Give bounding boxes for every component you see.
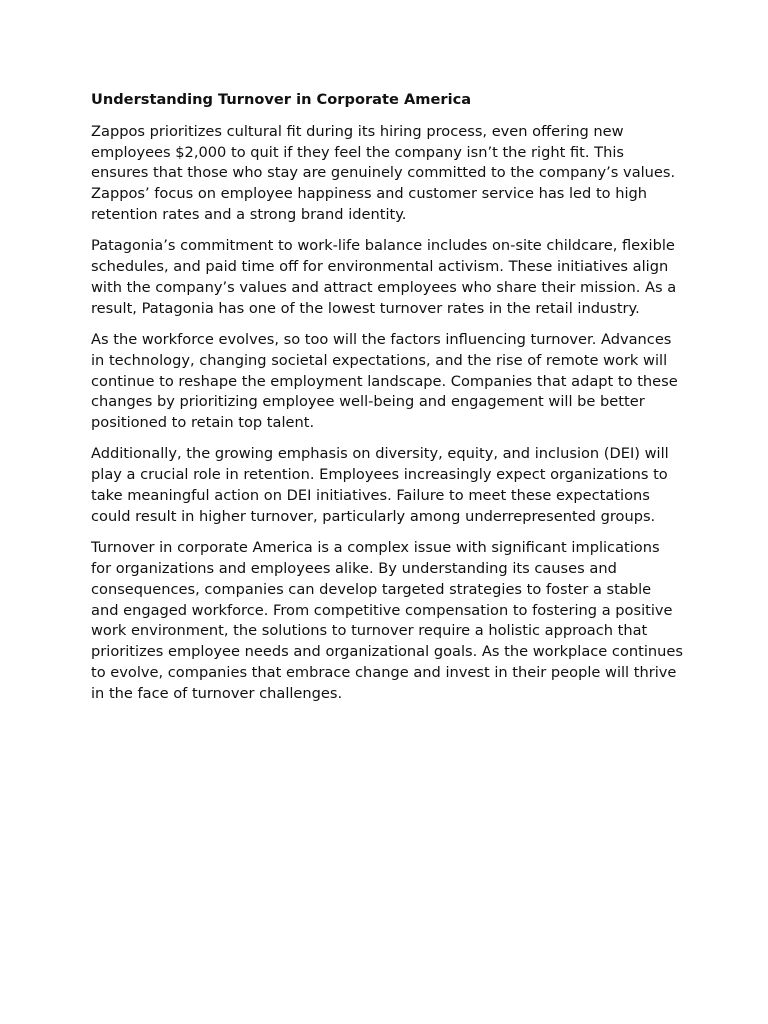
paragraph-patagonia: Patagonia’s commitment to work-life balance includes on-site childcare, flexible schedules, and paid time off for environmental activism. These initiatives align with the company’s values and attract employees who share their mission. As a result, Patagonia has one of the lowest turnover rates in the retail industry. <box>91 237 677 317</box>
paragraph-conclusion: Turnover in corporate America is a complex issue with significant implications for organizations and employees alike. By understanding its causes and consequences, companies can develop targeted strategies to foster a stable and engaged workforce. From competitive compensation to fostering a positive work environment, the solutions to turnover require a holistic approach that prioritizes employee needs and organizational goals. As the workplace continues to evolve, companies that embrace change and invest in their people will thrive in the face of turnover challenges. <box>91 539 683 702</box>
paragraph-zappos: Zappos prioritizes cultural fit during its hiring process, even offering new employees $2,000 to quit if they feel the company isn’t the right fit. This ensures that those who stay are genuinely committed to the company’s values. Zappos’ focus on employee happiness and customer service has led to high retention rates and a strong brand identity. <box>91 122 676 223</box>
document-title: Understanding Turnover in Corporate America <box>91 91 472 108</box>
paragraph-dei: Additionally, the growing emphasis on diversity, equity, and inclusion (DEI) will play a crucial role in retention. Employees increasingly expect organizations to take meaningful action on DEI initiatives. Failure to meet these expectations could result in higher turnover, particularly among underrepresented groups. <box>91 445 669 525</box>
document-body <box>91 90 683 715</box>
paragraph-workforce-evolves: As the workforce evolves, so too will the factors influencing turnover. Advances in technology, changing societal expectations, and the rise of remote work will continue to reshape the employment landscape. Companies that adapt to these changes by prioritizing employee well-being and engagement will be better positioned to retain top talent. <box>91 330 678 432</box>
